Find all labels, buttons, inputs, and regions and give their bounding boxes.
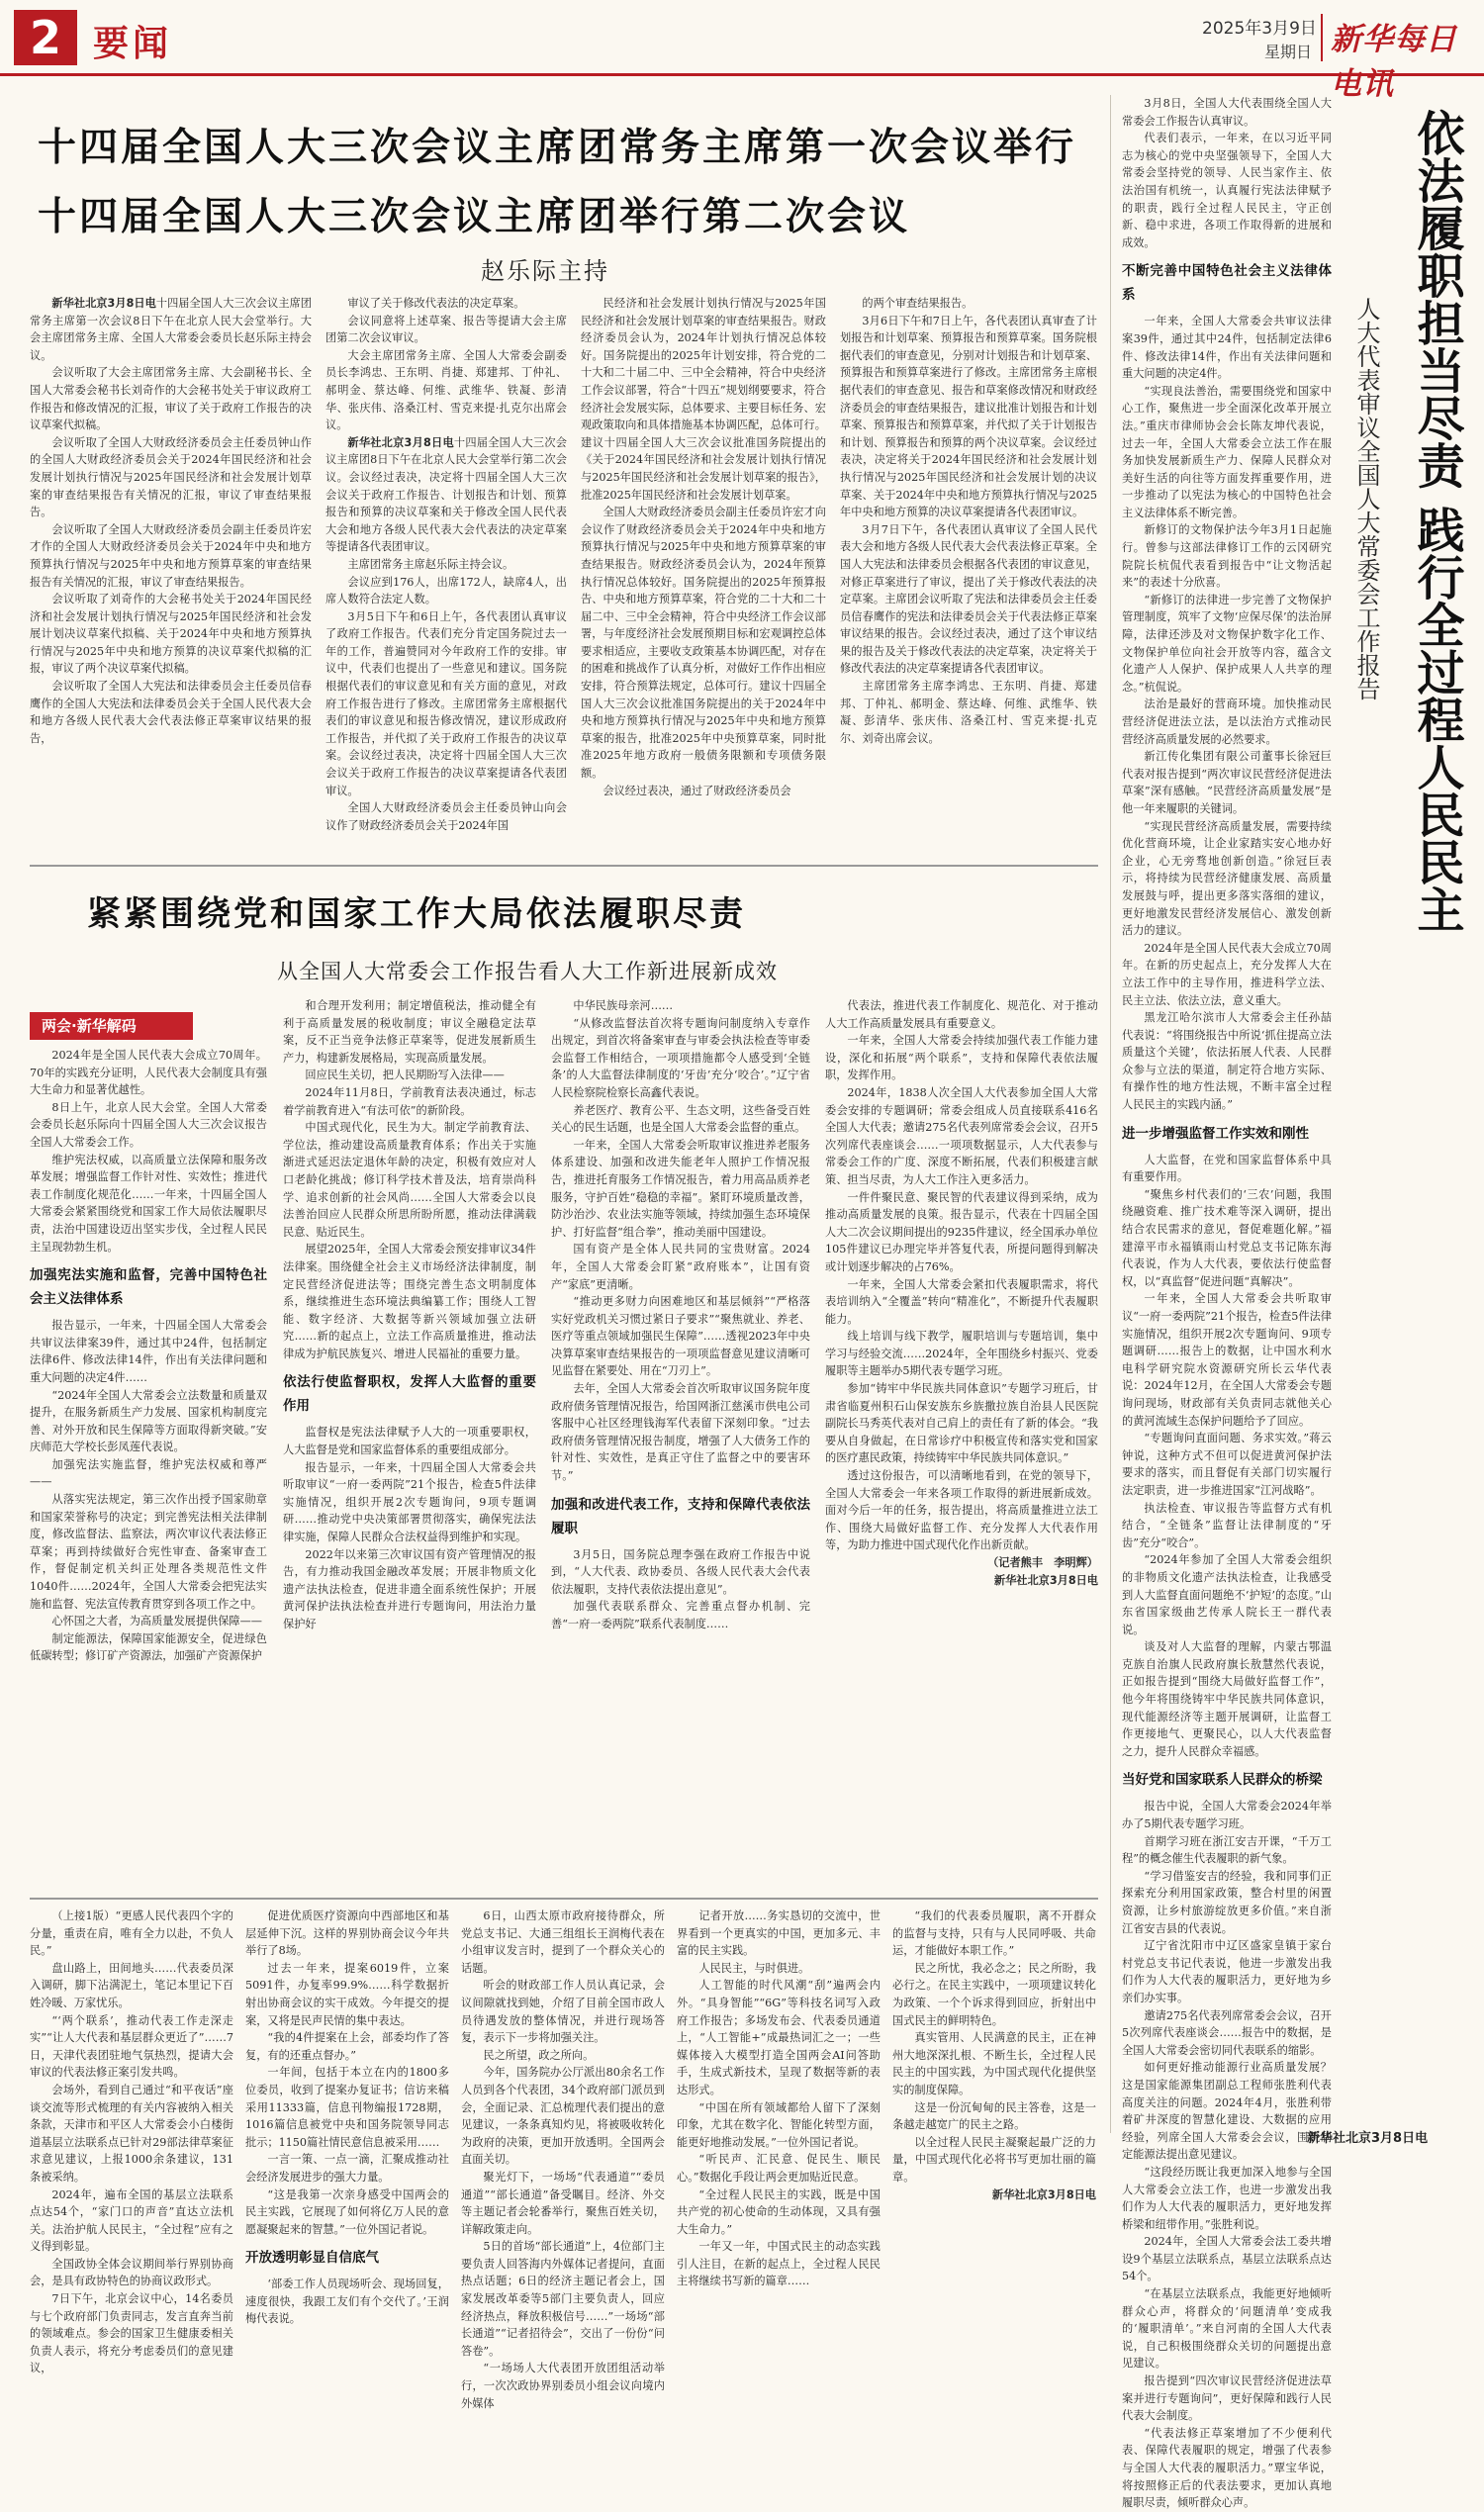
section-subheading: 当好党和国家联系人民群众的桥梁 [1122, 1772, 1323, 1789]
paragraph-text: 以全过程人民民主凝聚起最广泛的力量，中国式现代化必将书写更加壮丽的篇章。 [892, 2135, 1096, 2184]
paragraph-text: （上接1版）“更感人民代表四个字的分量，重责在肩，唯有全力以赴，不负人民。” [30, 1909, 233, 1958]
paragraph-text: 这是一份沉甸甸的民主答卷，这是一条越走越宽广的民主之路。 [892, 2100, 1096, 2132]
paragraph [1122, 2233, 1332, 2285]
paragraph-text: 7日下午，北京会议中心，14名委员与七个政府部门负责同志，发言直奔当前的领域难点。参会的国家卫生健康委相关负责人表示，将充分考虑委员们的意见建议， [30, 2292, 233, 2375]
paragraph-text: 2022年以来第三次审议国有资产管理情况的报告，有力推动我国金融改革发展；开展非物质文化遗产法执法检查，促进非遗全面系统性保护；开展黄河保护法执法检查并进行专题询问，用法治力量保护好 [283, 1547, 536, 1630]
paragraph-text: 民经济和社会发展计划执行情况与2025年国民经济和社会发展计划草案的审查结果报告。财政经济委员会认为，2024年计划执行情况总体较好。国务院提出的2025年计划安排，符合党的二十大和二十届二中、三中全会精神，符合中央经济工作会议部署，符合“十四五”规划纲要要求，符合经济社会发展实际，总体要求、主要目标任务、宏观政策取向和具体措施基本协调匹配，总体可行。建议十四届全国人大三次会议批准国务院提出的《关于2024年国民经济和社会发展计划执行情况与2025年国民经济和社会发展计划草案的报告》，批准2025年国民经济和社会发展计划草案。 [581, 297, 826, 502]
paragraph [325, 574, 567, 608]
paragraph-text: 会议听取了大会主席团常务主席、大会副秘书长、全国人大常委会秘书长刘奇作的大会秘书处关于审议政府工作报告和修改情况的汇报，审议了关于政府工作报告的决议草案代拟稿。 [30, 366, 312, 432]
paragraph-text: 一年来，全国人大常委会听取审议推进养老服务体系建设、加强和改进失能老年人照护工作情况报告，推进托育服务工作情况报告，着力用高品质养老服务，守护百姓“稳稳的幸福”。紧盯环境质量改善，防沙治沙、农业法实施等领域，持续加强生态环境保护、打好监督“组合拳”，推动美丽中国建设。 [551, 1138, 810, 1239]
paragraph [825, 1328, 1098, 1380]
paragraph [1122, 383, 1332, 522]
issue-weekday: 星期日 [1264, 43, 1313, 61]
column-divider [1110, 95, 1111, 2133]
paragraph-text: “2024年参加了全国人大常委会组织的非物质文化遗产法执法检查，让我感受到人大监督直面问题绝不‘护短’的态度。”山东省国家级曲艺传承人院长王一群代表说。 [1122, 1553, 1332, 1636]
paragraph-text: “中国在所有领域都给人留下了深刻印象，尤其在数字化、智能化转型方面，能更好地推动发展。”一位外国记者说。 [677, 2100, 881, 2149]
paragraph [825, 1084, 1098, 1189]
section-subheading: 加强和改进代表工作，支持和保障代表依法履职 [551, 1496, 810, 1536]
paragraph [1122, 748, 1332, 817]
feature-headline: 依法履职担当尽责 践行全过程人民民主 [1409, 109, 1464, 933]
paragraph [461, 2238, 665, 2360]
paragraph [283, 1119, 536, 1241]
paragraph [1122, 818, 1332, 940]
paragraph [825, 997, 1098, 1032]
paragraph [30, 364, 312, 433]
paragraph-text: 维护宪法权威，以高质量立法保障和服务改革发展；增强监督工作针对性、实效性；推进代表工作制度化规范化……一年来，十四届全国人大常委会紧紧围绕党和国家工作大局依法履职尽责，法治中国建设迈出坚实步伐，全过程人民民主呈现勃勃生机。 [30, 1153, 267, 1254]
story2-column-4 [825, 997, 1098, 1890]
paragraph-text: 人大监督，在党和国家监督体系中具有重要作用。 [1122, 1153, 1332, 1184]
paragraph [825, 1467, 1098, 1554]
paragraph-text: 全国人大财政经济委员会主任委员钟山向会议作了财政经济委员会关于2024年国 [325, 801, 567, 832]
paragraph [1122, 95, 1332, 130]
paragraph-text: 新修订的文物保护法今年3月1日起施行。曾参与这部法律修订工作的云冈研究院院长杭侃代表看到报告中“让文物活起来”的表述十分欣喜。 [1122, 523, 1332, 590]
paragraph-text: 会议听取了全国人大财政经济委员会副主任委员许宏才作的全国人大财政经济委员会关于2024年中央和地方预算执行情况与2025年中央和地方预算草案的审查结果报告有关情况的汇报，审议了审查结果报告。 [30, 522, 312, 589]
paragraph [1122, 1638, 1332, 1760]
paragraph [825, 1189, 1098, 1276]
paragraph [30, 1456, 267, 1491]
paragraph [1122, 1500, 1332, 1552]
story1-column-1 [30, 295, 312, 854]
feature-subhead: 人大代表审议全国人大常委会工作报告 [1352, 297, 1380, 700]
dateline: 新华社北京3月8日电 [347, 435, 454, 449]
paragraph [1122, 940, 1332, 1009]
story1-host-line: 赵乐际主持 [481, 257, 609, 285]
paragraph-text: 新江传化集团有限公司董事长徐冠巨代表对报告提到“两次审议民营经济促进法草案”深有感触。“民营经济高质量发展”是他一年来履职的关键词。 [1122, 750, 1332, 815]
paragraph [245, 2276, 449, 2328]
paragraph [30, 2256, 233, 2290]
paragraph [677, 1977, 881, 2098]
paragraph [245, 1907, 449, 1960]
paragraph-text: “推动更多财力向困难地区和基层倾斜”“严格落实好党政机关习惯过紧日子要求”“聚焦就业、养老、医疗等重点领域加强民生保障”……透视2023年中央决算草案审查结果报告的一项项监督意见建议清晰可见监督在紧要处、用在“刀刃上”。 [551, 1295, 810, 1378]
paragraph-text: 会场外，看到自己通过“和平夜话”座谈交流等形式梳理的有关内容被纳入相关条款，天津市和平区人大常委会小白楼街道基层立法联系点已针对29部法律草案征求意见建议，上报1000余条建议，131条被采纳。 [30, 2083, 233, 2184]
story2-column-3 [551, 997, 810, 1890]
paragraph [677, 2186, 881, 2239]
paragraph [551, 997, 810, 1015]
paragraph-text: “这段经历既让我更加深入地参与全国人大常委会立法工作，也进一步激发出我们作为人大代表的履职活力，更好地发挥桥梁和纽带作用。”张胜利说。 [1122, 2165, 1332, 2231]
paragraph [283, 1546, 536, 1633]
paragraph [551, 1380, 810, 1485]
paragraph-text: 国有资产是全体人民共同的宝贵财富。2024年，全国人大常委会盯紧“政府账本”，让国有资产“家底”更清晰。 [551, 1243, 810, 1291]
paragraph-text: 谈及对人大监督的理解，内蒙古鄂温克族自治旗人民政府旗长敖慧然代表说，正如报告提到“围绕大局做好监督工作”，他今年将围绕铸牢中华民族共同体意识，现代能源经济等主题开展调研，让监督工作更接地气、更聚民心，以人大代表监督之力，提升人民群众幸福感。 [1122, 1640, 1332, 1758]
paragraph [245, 2029, 449, 2064]
paragraph [283, 1459, 536, 1546]
newspaper-logo: 新华每日电讯 [1331, 22, 1457, 102]
paragraph [840, 678, 1097, 747]
paragraph-text: 听会的财政部工作人员认真记录，会议间隙就找到她，介绍了目前全国市政人员待遇发放的整体情况，并进行现场答复，表示下一步将加强关注。 [461, 1979, 665, 2045]
paragraph [1122, 1937, 1332, 2006]
paragraph-text: 人民民主，与时俱进。 [698, 1961, 810, 1975]
paragraph-text: 一言一策、一点一滴，汇聚成推动社会经济发展进步的强大力量。 [245, 2153, 449, 2184]
paragraph [325, 313, 567, 347]
paragraph-text: 法治是最好的营商环境。加快推动民营经济促进法立法，是以法治方式推动民营经济高质量发展的必然要求。 [1122, 698, 1332, 746]
paragraph [30, 2186, 233, 2256]
paragraph-text: “实现良法善治，需要围绕党和国家中心工作，聚焦进一步全面深化改革开展立法。”重庆市律师协会会长陈友坤代表说，过去一年，全国人大常委会立法工作在服务加快发展新质生产力、保障人民群众对美好生活的向往等方面发挥重要作用，进一步推动了以宪法为核心的中国特色社会主义法律体系不断完善。 [1122, 384, 1332, 519]
paragraph [677, 1960, 881, 1978]
paragraph [551, 1015, 810, 1102]
paragraph [325, 347, 567, 434]
paragraph [1122, 1833, 1332, 1868]
paragraph-text: 记者开放……务实恳切的交流中，世界看到一个更真实的中国，更加多元、丰富的民主实践。 [677, 1909, 881, 1958]
paragraph-text: “我们的代表委员履职，离不开群众的监督与支持，只有与人民同呼吸、共命运，才能做好本职工作。” [892, 1909, 1096, 1958]
section-subheading: 开放透明彰显自信底气 [245, 2250, 379, 2267]
paragraph-text: 人工智能的时代风潮“刮”遍两会内外。“具身智能”“6G”等科技名词写入政府工作报告；多场发布会、代表委员通道上，“人工智能+”成最热词汇之一；一些媒体接入大模型打造全国两会AI问答助手，生成式新技术，呈现了数据等新的表达形式。 [677, 1979, 881, 2096]
paragraph-text: 3月8日，全国人大代表围绕全国人大常委会工作报告认真审议。 [1122, 97, 1332, 128]
paragraph-text: 全国人大财政经济委员会副主任委员许宏才向会议作了财政经济委员会关于2024年中央和地方预算执行情况与2025年中央和地方预算草案的审查结果报告。财政经济委员会认为，2024年预算执行情况总体较好。国务院提出的2025年预算报告、中央和地方预算草案，符合党的二十大和二十届二中、三中全会精神，符合中央经济工作会议部署，与年度经济社会发展预期目标和宏观调控总体要求相适应，主要收支政策基本协调匹配，对存在的困难和挑战作了认真分析，对做好工作作出相应安排，符合预算法规定，总体可行。建议十四届全国人大三次会议批准国务院提出的关于2024年中央和地方预算执行情况与2025年中央和地方预算草案的报告，批准2025年中央预算草案，同时批准2025年地方政府一般债务限额和专项债务限额。 [581, 506, 826, 781]
paragraph-text: 主席团常务主席李鸿忠、王东明、肖捷、郑建邦、丁仲礼、郝明金、蔡达峰、何维、武维华、铁凝、彭清华、张庆伟、洛桑江村、雪克来提·扎克尔、刘奇出席会议。 [840, 680, 1097, 745]
paragraph [551, 1241, 810, 1293]
paragraph [677, 2099, 881, 2152]
paragraph-text: 制定能源法，保障国家能源安全，促进绿色低碳转型；修订矿产资源法，加强矿产资源保护 [30, 1631, 267, 1663]
paragraph [461, 1907, 665, 1977]
paragraph [1122, 1798, 1332, 1832]
paragraph-text: 养老医疗、教育公平、生态文明，这些备受百姓关心的民生话题，也是全国人大常委会监督的重点。 [551, 1103, 810, 1135]
paragraph [30, 295, 312, 364]
paragraph [30, 591, 312, 678]
paragraph [551, 1102, 810, 1137]
section-title: 要闻 [93, 24, 173, 64]
story2-headline: 紧紧围绕党和国家工作大局依法履职尽责 [87, 894, 746, 934]
jump-column-1 [30, 1907, 233, 2375]
paragraph-text: 报告显示，一年来，十四届全国人大常委会共审议法律案39件，通过其中24件，包括制定法律6件、修改法律14件，作出有关法律问题和重大问题的决定4件…… [30, 1319, 267, 1384]
paragraph [461, 2064, 665, 2169]
paragraph [551, 1137, 810, 1242]
paragraph [30, 678, 312, 747]
paragraph-text: 主席团常务主席赵乐际主持会议。 [347, 557, 514, 571]
paragraph [461, 2360, 665, 2412]
paragraph-text: 首期学习班在浙江安吉开课，“千万工程”的概念催生代表履职的新气象。 [1122, 1834, 1332, 1866]
paragraph [677, 2238, 881, 2290]
paragraph-text: 十四届全国人大三次会议主席团常务主席第一次会议8日下午在北京人民大会堂举行。大会主席团常务主席、全国人大常委会委员长赵乐际主持会议。 [30, 297, 312, 362]
paragraph-text: 会议听取了刘奇作的大会秘书处关于2024年国民经济和社会发展计划执行情况与2025年国民经济和社会发展计划决议草案代拟稿、关于2024年中央和地方预算执行情况与2025年中央和地方预算的决议草案代拟稿的汇报，审议了两个决议草案代拟稿。 [30, 593, 312, 676]
paragraph [581, 295, 826, 504]
paragraph [461, 2169, 665, 2238]
paragraph-text: 会议听取了全国人大宪法和法律委员会主任委员信春鹰作的全国人大宪法和法律委员会关于全国人民代表大会和地方各级人民代表大会代表法修正草案审议结果的报告， [30, 680, 312, 745]
paragraph-text: 8日上午，北京人民大会堂。全国人大常委会委员长赵乐际向十四届全国人大三次会议报告全国人大常委会工作。 [30, 1100, 267, 1149]
paragraph [1122, 2164, 1332, 2233]
paragraph [30, 2082, 233, 2186]
paragraph [1122, 1290, 1332, 1430]
paragraph-text: 代表们表示，一年来，在以习近平同志为核心的党中央坚强领导下，全国人大常委会坚持党的领导、人民当家作主、依法治国有机统一，认真履行宪法法律赋予的职责，践行全过程人民民主，守正创新、稳中求进，各项工作取得新的进展和成效。 [1122, 132, 1332, 249]
paragraph-text: 会议同意将上述草案、报告等提请大会主席团第二次会议审议。 [325, 314, 567, 345]
paragraph-text: “专题询问直面问题、务求实效。”蒋云钟说，这种方式不但可以促进黄河保护法要求的落实，而且督促有关部门切实履行法定职责，进一步推进国家“江河战略”。 [1122, 1432, 1332, 1497]
paragraph-text: 监督权是宪法法律赋予人大的一项重要职权，人大监督是党和国家监督体系的重要组成部分。 [283, 1426, 536, 1457]
paragraph-text: 3月5日，国务院总理李强在政府工作报告中说到，“人大代表、政协委员、各级人民代表大会代表依法履职，支持代表依法提出意见”。 [551, 1547, 810, 1596]
paragraph [283, 1241, 536, 1362]
paragraph-text: 2024年，1838人次全国人大代表参加全国人大常委会安排的专题调研；常委会组成人员直接联系416名全国人大代表；邀请275名代表列席常委会会议，召开5次列席代表座谈会……一项项数据显示，人大代表参与常委会工作的广度、深度不断拓展，代表们积极建言献策、担当尽责，为人大工作注入更多活力。 [825, 1085, 1098, 1186]
paragraph-text: 今年，国务院办公厅派出80余名工作人员到各个代表团，34个政府部门派员到会，全面记录、汇总梳理代表们提出的意见建议，一条条真知灼见，将被吸收转化为政府的决策，更加开放透明。全国两会直面关切。 [461, 2066, 665, 2167]
paragraph-text: 和合理开发利用；制定增值税法，推动健全有利于高质量发展的税收制度；审议全融稳定法草案，反不正当竞争法修正草案等，促进发展新质生产力，构建新发展格局，实现高质量发展。 [283, 999, 536, 1065]
story1-column-2 [325, 295, 567, 854]
paragraph [30, 1099, 267, 1152]
paragraph [840, 521, 1097, 678]
paragraph-text: 报告显示，一年来，十四届全国人大常委会共听取审议“一府一委两院”21个报告，检查5件法律实施情况，组织开展2次专题询问，9项专题调研……推动党中央决策部署贯彻落实，确保宪法法律实施，保障人民群众合法权益得到维护和实现。 [283, 1460, 536, 1544]
story2-column-1 [30, 1047, 267, 1890]
paragraph [551, 1293, 810, 1380]
paragraph-text: 全国政协全体会议期间举行界别协商会，是具有政协特色的协商议政形式。 [30, 2257, 233, 2288]
paragraph-text: “学习借鉴安吉的经验，我和同事们正探索充分利用国家政策，整合村里的闲置资源，让乡村旅游绽放更多价值。”来自浙江省安吉县的代表说。 [1122, 1869, 1332, 1935]
paragraph [825, 1276, 1098, 1329]
paragraph [283, 1067, 536, 1084]
paragraph [551, 1598, 810, 1632]
paragraph-text: 2024年，全国人大常委会法工委共增设9个基层立法联系点，基层立法联系点达54个。 [1122, 2235, 1332, 2283]
paragraph [325, 434, 567, 556]
masthead-divider [1321, 14, 1323, 61]
paragraph [325, 799, 567, 834]
paragraph-text: 心怀国之大者，为高质量发展提供保障—— [51, 1615, 262, 1628]
byline: 新华社北京3月8日电 [993, 1573, 1098, 1587]
paragraph [30, 1613, 267, 1630]
paragraph [892, 2029, 1096, 2098]
story2-column-2 [283, 997, 536, 1890]
paragraph-text: 民之所忧，我必念之；民之所盼，我必行之。在民主实践中，一项项建议转化为政策、一个个诉求得到回应，折射出中国式民主的鲜明特色。 [892, 1961, 1096, 2027]
paragraph [825, 1032, 1098, 1084]
paragraph-text: 3月6日下午和7日上午，各代表团认真审查了计划报告和计划草案、预算报告和预算草案。国务院根据代表们的审查意见，分别对计划报告和计划草案、预算报告和预算草案进行了修改。主席团常务主席根据代表们的审查意见、报告和草案修改情况和财政经济委员会的审查结果报告，建议批准计划报告和计划草案、预算报告和预算草案，并代拟了关于计划报告和计划、预算报告和预算的两个决议草案。会议经过表决，决定将关于2024年国民经济和社会发展计划执行情况与2025年国民经济和社会发展计划的决议草案、关于2024年中央和地方预算执行情况与2025年中央和地方预算的决议草案提请各代表团审议。 [840, 314, 1097, 519]
paragraph [1122, 2059, 1332, 2164]
paragraph-text: “听民声、汇民意、促民生、顺民心。”数据化手段让两会更加贴近民意。 [677, 2153, 881, 2184]
paragraph-text: “‘两个联系’，推动代表工作走深走实”“让人大代表和基层群众更近了”……7日，天津代表团驻地气氛热烈，提请大会审议的代表法修正案引发共鸣。 [30, 2013, 233, 2080]
paragraph [825, 1380, 1098, 1467]
paragraph [1122, 1186, 1332, 1291]
paragraph-text: 辽宁省沈阳市中辽区盛家皇镇于家台村党总支书记代表说，他进一步激发出我们作为人大代表的履职活力，更好地为乡亲们办实事。 [1122, 1939, 1332, 2004]
paragraph-text: 邀请275名代表列席常委会会议，召开5次列席代表座谈会……报告中的数据，是全国人大常委会密切同代表联系的缩影。 [1122, 2008, 1332, 2057]
issue-date: 2025年3月9日 [1202, 19, 1317, 39]
paragraph [30, 521, 312, 591]
section-subheading: 依法行使监督职权，发挥人大监督的重要作用 [283, 1374, 536, 1415]
paragraph-text: 中国式现代化，民生为大。制定学前教育法、学位法，推动建设高质量教育体系；作出关于实施渐进式延迟法定退休年龄的决定，积极有效应对人口老龄化挑战；修订科学技术普及法，培育崇尚科学、追求创新的社会风尚……全国人大常委会以良法善治回应人民群众所思所盼所愿，推动法律满载民意、贴近民生。 [283, 1121, 536, 1239]
paragraph [30, 1630, 267, 1665]
paragraph [1122, 521, 1332, 591]
paragraph-text: 一年来，全国人大常委会紧扣代表履职需求，将代表培训纳入“全覆盖”转向“精准化”，不断提升代表履职能力。 [825, 1277, 1098, 1326]
paragraph-text: 一年来，全国人大常委会共听取审议“一府一委两院”21个报告，检查5件法律实施情况，组织开展2次专题询问、9项专题调研……报告上的数据，让中国水利水电科学研究院水资源研究所长云华代表说：2024年12月，在全国人大常委会专题询问现场，财政部有关负责同志就他关心的黄河流域生态保护问题给予了回应。 [1122, 1292, 1332, 1428]
paragraph [245, 2151, 449, 2186]
paragraph-text: 执法检查、审议报告等监督方式有机结合，“全链条”监督让法律制度的“牙齿”充分“咬合”。 [1122, 1501, 1332, 1549]
paragraph [581, 504, 826, 783]
story1-headline-b: 十四届全国人大三次会议主席团举行第二次会议 [38, 194, 911, 239]
paragraph-text: 参加“铸牢中华民族共同体意识”专题学习班后，甘肃省临夏州积石山保安族东乡族撒拉族自治县人民医院副院长马秀英代表对自己肩上的责任有了新的体会。“我要从自身做起，在日常诊疗中积极宣传和落实党和国家的医疗惠民政策，持续铸牢中华民族共同体意识。” [825, 1382, 1098, 1465]
story-separator [30, 865, 1098, 867]
paragraph [30, 1047, 267, 1099]
paragraph-text: “新修订的法律进一步完善了文物保护管理制度，筑牢了文物‘应保尽保’的法治屏障，法律还涉及对文物保护数字化工作、文物保护单位向社会开放等内容，蕴含文化遗产人人保护、保护成果人人共享的理念。”杭侃说。 [1122, 593, 1332, 694]
paragraph-text: 报告中说，全国人大常委会2024年举办了5期代表专题学习班。 [1122, 1800, 1332, 1831]
column-tag-label: 两会·新华解码 [42, 1017, 137, 1035]
section-subheading: 不断完善中国特色社会主义法律体系 [1122, 263, 1332, 304]
paragraph [892, 1960, 1096, 2029]
paragraph [840, 295, 1097, 313]
paragraph-text: 报告提到“四次审议民营经济促进法草案并进行专题询问”，更好保障和践行人民代表大会制度。 [1122, 2374, 1332, 2423]
paragraph [1122, 2372, 1332, 2425]
jump-column-2 [245, 1907, 449, 2326]
paragraph-text: “一场场人大代表团开放团组活动举行，一次次政协界别委员小组会议向境内外媒体 [461, 2362, 665, 2410]
paragraph-text: 会议听取了全国人大财政经济委员会主任委员钟山作的全国人大财政经济委员会关于2024年国民经济和社会发展计划执行情况与2025年国民经济和社会发展计划草案的审查结果报告有关情况的汇报，审议了审查结果报告。 [30, 435, 312, 519]
paragraph [245, 1960, 449, 2029]
byline: （记者熊丰 李明辉） [987, 1556, 1098, 1569]
paragraph [1122, 2425, 1332, 2512]
byline: 新华社北京3月8日电 [991, 2187, 1096, 2201]
paragraph-text: “实现民营经济高质量发展，需要持续优化营商环境，让企业家踏实安心地办好企业，心无旁骛地创新创造。”徐冠巨表示，将持续为民营经济健康发展、高质量发展鼓与呼，提出更多落实落细的建议，更好地激发民营经济发展信心、激发创新活力的建议。 [1122, 819, 1332, 938]
jump-column-5 [892, 1907, 1096, 2201]
section-subheading: 进一步增强监督工作实效和刚性 [1122, 1125, 1309, 1142]
paragraph [581, 783, 826, 800]
jump-separator [30, 1898, 1098, 1900]
paragraph-text: 大会主席团常务主席、全国人大常委会副委员长李鸿忠、王东明、肖捷、郑建邦、丁仲礼、郝明金、蔡达峰、何维、武维华、铁凝、彭清华、张庆伟、洛桑江村、雪克来提·扎克尔出席会议。 [325, 348, 567, 432]
paragraph-text: 2024年是全国人民代表大会成立70周年。70年的实践充分证明，人民代表大会制度具有强大生命力和显著优越性。 [30, 1049, 267, 1097]
paragraph [30, 1152, 267, 1256]
paragraph-text: 去年，全国人大常委会首次听取审议国务院年度政府债务管理情况报告，给国网浙江慈溪市供电公司客服中心社区经理钱海军代表留下深刻印象。“过去政府债务管理情况报告制度，增强了人大债务工作的针对性、实效性，是真正守住了监督之中的要害环节。” [551, 1382, 810, 1483]
paragraph [1122, 1152, 1332, 1186]
paragraph-text: “聚焦乡村代表们的‘三农’问题，我围绕融资难、推广技术难等深入调研，提出结合农民需求的意见，督促难题化解。”福建漳平市永福镇雨山村党总支书记陈东海代表说，作为人大代表，要依法行使监督权，以“真监督”促进问题“真解决”。 [1122, 1187, 1332, 1288]
paragraph [892, 2099, 1096, 2134]
paragraph [30, 2012, 233, 2082]
paragraph-text: 促进优质医疗资源向中西部地区和基层延伸下沉。这样的界别协商会议今年共举行了8场。 [245, 1909, 449, 1958]
jump-column-4 [677, 1907, 881, 2288]
paragraph-text: 3月5日下午和6日上午，各代表团认真审议了政府工作报告。代表们充分肯定国务院过去一年的工作，普遍赞同对今年政府工作的安排。审议中，代表们也提出了一些意见和建议。国务院根据代表们的审议意见和有关方面的意见，对政府工作报告进行了修改。主席团常务主席根据代表们的审议意见和报告修改情况，建议形成政府工作报告，并代拟了关于政府工作报告的决议草案。会议经过表决，决定将十四届全国人大三次会议关于政府工作报告的决议草案提请各代表团审议。 [325, 609, 567, 797]
paragraph-text: “这是我第一次亲身感受中国两会的民主实践，它展现了如何将亿万人民的意愿凝聚起来的智慧。”一位外国记者说。 [245, 2187, 449, 2236]
dateline: 新华社北京3月8日电 [51, 297, 156, 310]
paragraph [461, 2047, 665, 2065]
paragraph [30, 434, 312, 521]
paragraph [30, 1387, 267, 1456]
paragraph-text: 3月7日下午，各代表团认真审议了全国人民代表大会和地方各级人民代表大会代表法修正草案。全国人大宪法和法律委员会根据各代表团的审议意见，对修正草案进行了审议，提出了关于修改代表法的决定草案。主席团会议听取了宪法和法律委员会主任委员信春鹰作的宪法和法律委员会关于代表法修正草案审议结果的报告。会议经过表决，通过了这个审议结果的报告及关于修改代表法的决定草案，决定将关于修改代表法的决定草案提请各代表团审议。 [840, 522, 1097, 676]
paragraph [1122, 130, 1332, 251]
paragraph [245, 2186, 449, 2239]
paragraph [1122, 592, 1332, 697]
paragraph [892, 2134, 1096, 2186]
paragraph [325, 295, 567, 313]
feature-credit: 新华社北京3月8日电 [1307, 2131, 1429, 2146]
paragraph-text: 如何更好推动能源行业高质量发展？这是国家能源集团副总工程师张胜利代表高度关注的问题。2024年4月，张胜利带着矿井深度的智慧化建设、大数据的应用经验，列席全国人大常委会会议，围绕制定能源法提出意见建议。 [1122, 2061, 1332, 2162]
story2-subhead: 从全国人大常委会工作报告看人大工作新进展新成效 [277, 960, 778, 983]
paragraph-text: 聚光灯下，一场场“代表通道”“委员通道”“部长通道”备受瞩目。经济、外交等主题记者会轮番举行，聚焦百姓关切，详解政策走向。 [461, 2170, 665, 2236]
paragraph-text: 2024年11月8日，学前教育法表决通过，标志着学前教育进入“有法可依”的新阶段。 [283, 1085, 536, 1117]
paragraph-text: 一年又一年，中国式民主的动态实践引人注目，在新的起点上，全过程人民民主将继续书写新的篇章…… [677, 2240, 881, 2288]
paragraph-text: 线上培训与线下教学，履职培训与专题培训，集中学习与经验交流……2024年，全年围绕乡村振兴、党委履职等主题举办5期代表专题学习班。 [825, 1330, 1098, 1378]
paragraph [1122, 2285, 1332, 2372]
paragraph-text: 过去一年来，提案6019件，立案5091件，办复率99.9%……科学数据折射出协商会议的实干成效。今年提交的提案，又将是民声民情的集中表达。 [245, 1961, 449, 2027]
paragraph [30, 1317, 267, 1386]
paragraph [677, 1907, 881, 1960]
paragraph-text: 会议应到176人，出席172人，缺席4人，出席人数符合法定人数。 [325, 575, 567, 606]
paragraph-text: 2024年，遍布全国的基层立法联系点达54个，“家门口的声音”直达立法机关。法治护航人民民主，“全过程”应有之义得到彰显。 [30, 2187, 233, 2254]
feature-column [1122, 95, 1332, 2510]
paragraph-text: 代表法，推进代表工作制度化、规范化、对于推动人大工作高质量发展具有重要意义。 [825, 999, 1098, 1030]
paragraph [677, 2151, 881, 2186]
paragraph [1122, 313, 1332, 382]
paragraph [551, 1546, 810, 1599]
paragraph-text: “我的4件提案在上会，部委均作了答复，有的还重点督办。” [245, 2031, 449, 2062]
paragraph [325, 556, 567, 574]
paragraph [1122, 696, 1332, 748]
paragraph [30, 2290, 233, 2377]
paragraph [461, 1977, 665, 2046]
paragraph [840, 313, 1097, 521]
paragraph-text: 一年来，全国人大常委会持续加强代表工作能力建设，深化和拓展“两个联系”，支持和保障代表依法履职，发挥作用。 [825, 1034, 1098, 1082]
paragraph-text: 加强代表联系群众、完善重点督办机制、完善“一府一委两院”联系代表制度…… [551, 1600, 810, 1630]
paragraph-text: 2024年是全国人民代表大会成立70周年。在新的历史起点上，充分发挥人大在立法工作中的主导作用，推进科学立法、民主立法、依法立法，意义重大。 [1122, 941, 1332, 1007]
paragraph [1122, 2007, 1332, 2060]
paragraph [1122, 1430, 1332, 1499]
paragraph-text: 民之所望，政之所向。 [483, 2048, 595, 2062]
paragraph [30, 1907, 233, 1960]
paragraph-text: 展望2025年，全国人大常委会预安排审议34件法律案。围绕健全社会主义市场经济法律制度，制定民营经济促进法等；围绕完善生态文明制度体系，继续推进生态环境法典编纂工作；围绕人工智能、数字经济、大数据等新兴领域加强立法研究……新的起点上，立法工作高质量推进，推动法律成为护航民族复兴、增进人民福祉的重要力量。 [283, 1243, 536, 1360]
paragraph-text: “2024年全国人大常委会立法数量和质量双提升，在服务新质生产力发展、国家机构制度完善、对外开放和民生保障等方面取得新突破。”安庆师范大学校长彭凤莲代表说。 [30, 1388, 267, 1454]
paragraph [283, 1084, 536, 1119]
jump-column-3 [461, 1907, 665, 2410]
paragraph-text: 黑龙江哈尔滨市人大常委会主任孙喆代表说：“将围绕报告中所说‘抓住提高立法质量这个关键’，依法拓展人代表、人民群众参与立法的渠道，制定符合地方实际、有操作性的地方性法规，不断丰富全过程人民民主的实践内涵。” [1122, 1011, 1332, 1112]
section-subheading: 加强宪法实施和监督，完善中国特色社会主义法律体系 [30, 1267, 267, 1308]
story1-column-3 [581, 295, 826, 854]
paragraph-text: ‘部委工作人员现场听会、现场回复，速度很快，我跟工友们有个交代了。’王润梅代表说。 [245, 2278, 449, 2326]
paragraph [1122, 1009, 1332, 1114]
paragraph-text: 一件件聚民意、聚民智的代表建议得到采纳，成为推动高质量发展的良策。报告显示，代表在十四届全国人大二次会议期间提出的9235件建议，经全国承办单位105件建议已办理完毕并答复代表，所提问题得到解决或计划逐步解决的占76%。 [825, 1190, 1098, 1273]
paragraph-text: “在基层立法联系点，我能更好地倾听群众心声，将群众的‘问题清单’变成我的‘履职清单’。”来自河南的全国人大代表说，自己积极围绕群众关切的问题提出意见建议。 [1122, 2287, 1332, 2371]
paragraph-text: 的两个审查结果报告。 [862, 297, 974, 310]
paragraph-text: 会议经过表决，通过了财政经济委员会 [603, 784, 791, 797]
paragraph [283, 997, 536, 1067]
paragraph-text: “从修改监督法首次将专题询问制度纳入专章作出规定，到首次将备案审查与审委会执法检查等审委会监督工作相结合，一项项措施都令人感受到‘全链条’的人大监督法律制度的‘牙齿’充分‘咬合’。”辽宁省人民检察院检察长高鑫代表说。 [551, 1016, 810, 1099]
paragraph-text: 审议了关于修改代表法的决定草案。 [347, 297, 525, 310]
paragraph-text: 从落实宪法规定，第三次作出授予国家勋章和国家荣誉称号的决定；到完善宪法相关法律制度，修改监督法、监察法，两次审议代表法修正草案；再到持续做好合宪性审查、备案审查工作，督促制定机关纠正处理各类规范性文件1040件……2024年，全国人大常委会把宪法实施和监督、宪法宣传教育贯穿到各项工作之中。 [30, 1493, 267, 1611]
paragraph [1122, 1868, 1332, 1937]
paragraph-text: 一年间，包括于本立在内的1800多位委员，收到了提案办复证书；信访来稿采用11333篇，信息刊物编报1728期，1016篇信息被党中央和国务院领导同志批示；1150篇社情民意信息被采用…… [245, 2066, 449, 2149]
paragraph [325, 608, 567, 800]
paragraph-text: 回应民生关切，把人民期盼写入法律—— [305, 1069, 505, 1082]
paragraph [30, 1491, 267, 1613]
paragraph-text: 十四届全国人大三次会议主席团8日下午在北京人民大会堂举行第二次会议。会议经过表决，决定将十四届全国人大三次会议关于政府工作报告、计划报告和计划、预算报告和预算的决议草案和关于修改全国人民代表大会和地方各级人民代表大会代表法的决定草案等提请各代表团审议。 [325, 435, 567, 554]
paragraph-text: 真实管用、人民满意的民主，正在神州大地深深扎根、不断生长，全过程人民民主的中国实践，为中国式现代化提供坚实的制度保障。 [892, 2031, 1096, 2096]
paragraph [30, 1960, 233, 2012]
story1-column-4 [840, 295, 1097, 854]
story1-headline-a: 十四届全国人大三次会议主席团常务主席第一次会议举行 [38, 125, 1077, 170]
paragraph [892, 1907, 1096, 1960]
paragraph [245, 2064, 449, 2151]
paragraph-text: “全过程人民民主的实践，既是中国共产党的初心使命的生动体现，又具有强大生命力。” [677, 2187, 881, 2236]
paragraph-text: 透过这份报告，可以清晰地看到，在党的领导下，全国人大常委会一年来各项工作取得的新进展新成效。面对今后一年的任务，报告提出，将高质量推进立法工作、围绕大局做好监督工作、充分发挥人大代表作用等，为助力推进中国式现代化作出新贡献。 [825, 1469, 1098, 1552]
paragraph-text: 5日的首场“部长通道”上，4位部门主要负责人回答海内外媒体记者提问，直面热点话题；6日的经济主题记者会上，国家发展改革委等5部门主要负责人，回应经济热点，释放积极信号……”一场场“部长通道”“记者招待会”，交出了一份份“问答卷”。 [461, 2240, 665, 2358]
paragraph [1122, 1551, 1332, 1638]
paragraph-text: 盘山路上，田间地头……代表委员深入调研，脚下沾满泥土，笔记本里记下百姓冷暖、万家忧乐。 [30, 1961, 233, 2009]
paragraph [283, 1424, 536, 1458]
paragraph-text: 加强宪法实施监督，维护宪法权威和尊严—— [30, 1457, 267, 1489]
paragraph-text: 中华民族母亲河…… [573, 999, 674, 1012]
page-number: 2 [14, 10, 77, 65]
paragraph-text: 一年来，全国人大常委会共审议法律案39件，通过其中24件，包括制定法律6件、修改法律14件，作出有关法律问题和重大问题的决定4件。 [1122, 315, 1332, 381]
paragraph-text: 6日，山西太原市政府接待群众，所党总支书记、大通三组组长王润梅代表在小组审议发言时，提到了一个群众关心的话题。 [461, 1909, 665, 1975]
paragraph-text: “代表法修正草案增加了不少便利代表、保障代表履职的规定，增强了代表参与全国人大代表的履职活力。”覃宝华说，将按照修正后的代表法要求，更加认真地履职尽责，倾听群众心声。 [1122, 2426, 1332, 2510]
